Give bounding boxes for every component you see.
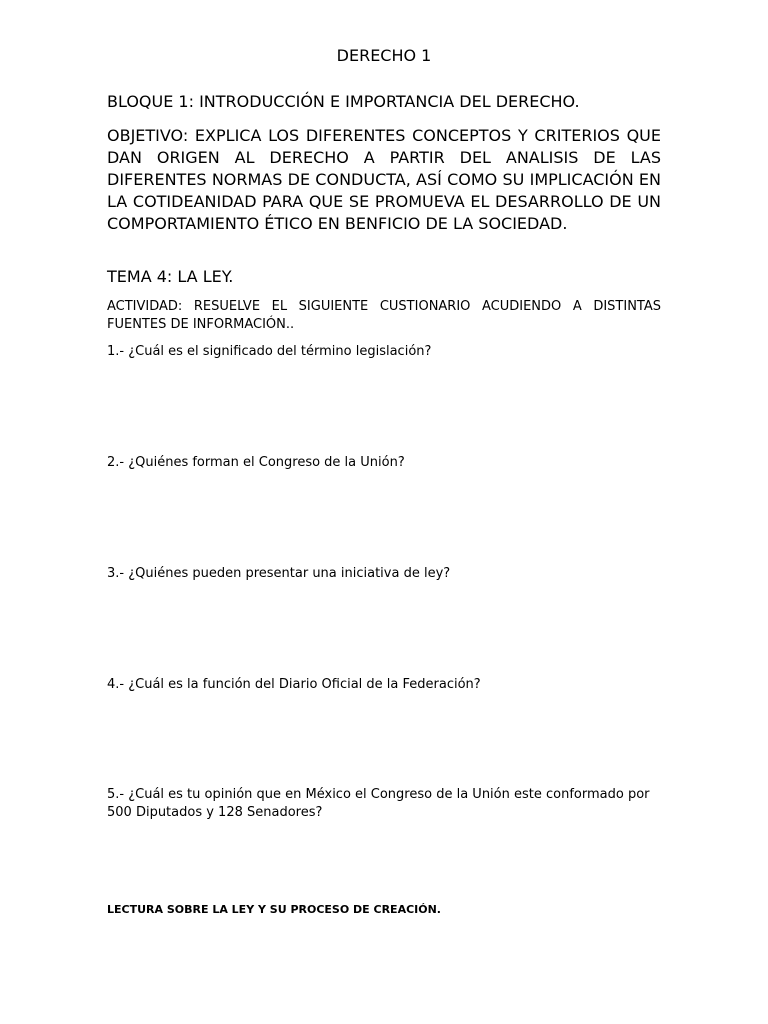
document-title: DERECHO 1	[336, 46, 432, 65]
question-4: 4.- ¿Cuál es la función del Diario Oficial de la Federación?	[107, 677, 481, 692]
actividad-instructions: ACTIVIDAD: RESUELVE EL SIGUIENTE CUSTIONARIO ACUDIENDO A DISTINTAS FUENTES DE INFORMACIÓN..	[107, 299, 661, 332]
bloque-heading: BLOQUE 1: INTRODUCCIÓN E IMPORTANCIA DEL DERECHO.	[107, 92, 580, 111]
question-3: 3.- ¿Quiénes pueden presentar una iniciativa de ley?	[107, 566, 451, 581]
question-5: 5.- ¿Cuál es tu opinión que en México el Congreso de la Unión este conformado por 500 Diputados y 128 Senadores?	[107, 787, 650, 820]
question-2: 2.- ¿Quiénes forman el Congreso de la Unión?	[107, 455, 405, 470]
tema-heading: TEMA 4: LA LEY.	[107, 267, 234, 286]
objetivo-paragraph: OBJETIVO: EXPLICA LOS DIFERENTES CONCEPTOS Y CRITERIOS QUE DAN ORIGEN AL DERECHO A PARTIR DEL ANALISIS DE LAS DIFERENTES NORMAS DE CONDUCTA, ASÍ COMO SU IMPLICACIÓN EN LA COTIDEANIDAD PARA QUE SE PROMUEVA EL DESARROLLO DE UN COMPORTAMIENTO ÉTICO EN BENFICIO DE LA SOCIEDAD.	[107, 126, 661, 233]
lectura-heading: LECTURA SOBRE LA LEY Y SU PROCESO DE CREACIÓN.	[107, 903, 441, 916]
question-1: 1.- ¿Cuál es el significado del término legislación?	[107, 344, 432, 359]
